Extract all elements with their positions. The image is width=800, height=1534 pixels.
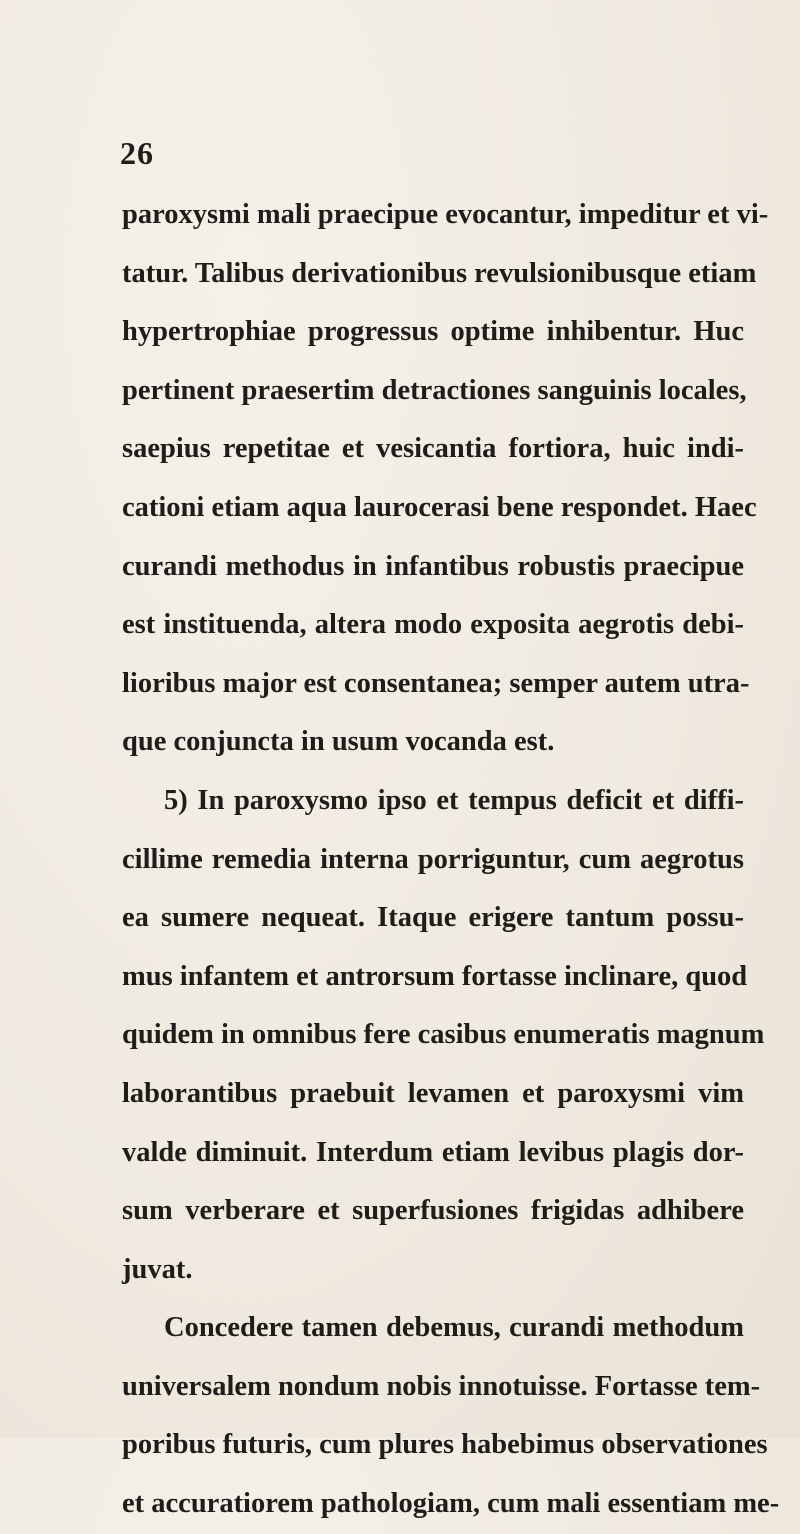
- body-text: [122, 186, 780, 1534]
- text-line: mus infantem et antrorsum fortasse inclinare, quod: [122, 960, 748, 992]
- text-line: sum verberare et superfusiones frigidas adhibere: [122, 1195, 744, 1227]
- text-line: paroxysmi mali praecipue evocantur, impeditur et vi-: [122, 199, 769, 230]
- text-line: laborantibus praebuit levamen et paroxysmi vim: [122, 1077, 744, 1109]
- text-line: Concedere tamen debemus, curandi methodum: [164, 1312, 744, 1344]
- text-line: tatur. Talibus derivationibus revulsionibusque etiam: [122, 257, 757, 289]
- text-line: lioribus major est consentanea; semper autem utra-: [122, 667, 750, 699]
- text-line: est instituenda, altera modo exposita aegrotis debi-: [122, 609, 744, 641]
- text-line: et accuratiorem pathologiam, cum mali essentiam me-: [122, 1488, 780, 1520]
- text-line: quidem in omnibus fere casibus enumeratis magnum: [122, 1019, 765, 1051]
- text-line: curandi methodus in infantibus robustis praecipue: [122, 550, 744, 582]
- text-line: que conjuncta in usum vocanda est.: [122, 726, 555, 758]
- text-line: saepius repetitae et vesicantia fortiora, huic indi-: [122, 433, 744, 465]
- text-line: juvat.: [122, 1253, 193, 1285]
- text-line: cationi etiam aqua laurocerasi bene respondet. Haec: [122, 491, 757, 523]
- text-line: hypertrophiae progressus optime inhibentur. Huc: [122, 316, 744, 348]
- text-line: valde diminuit. Interdum etiam levibus plagis dor-: [122, 1136, 744, 1168]
- text-line: universalem nondum nobis innotuisse. Fortasse tem-: [122, 1370, 761, 1402]
- text-line: poribus futuris, cum plures habebimus observationes: [122, 1429, 768, 1461]
- page-number: 26: [120, 135, 154, 171]
- text-line: cillime remedia interna porriguntur, cum aegrotus: [122, 843, 744, 875]
- text-line: 5) In paroxysmo ipso et tempus deficit et diffi-: [164, 784, 744, 816]
- text-line: ea sumere nequeat. Itaque erigere tantum possu-: [122, 902, 744, 934]
- text-line: pertinent praesertim detractiones sanguinis locales,: [122, 374, 747, 406]
